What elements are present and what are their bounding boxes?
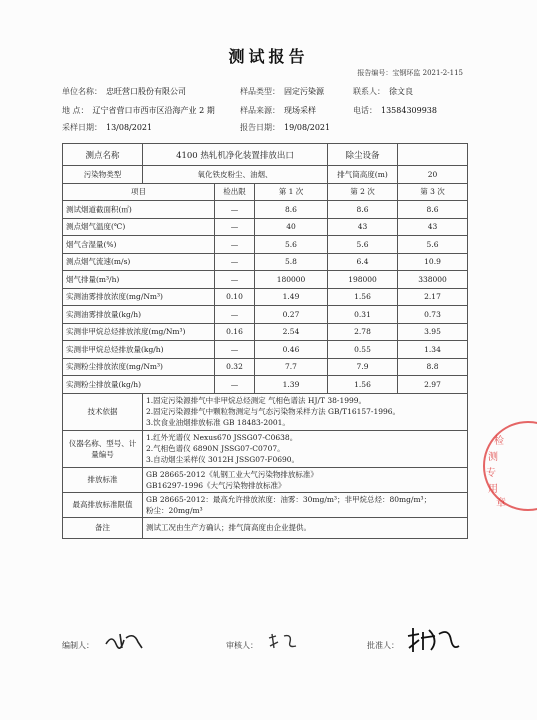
basis-content xyxy=(143,393,468,430)
row-limit: 0.32 xyxy=(215,358,255,376)
point-name-value: 4100 热轧机净化装置排放出口 xyxy=(143,144,328,166)
max-limit-row xyxy=(63,492,468,517)
row-run3: 0.73 xyxy=(398,306,468,324)
row-run2: 43 xyxy=(328,218,398,236)
row-run2: 6.4 xyxy=(328,253,398,271)
row-item: 实测油雾排放量(kg/h) xyxy=(63,306,215,324)
reviewer-label: 审核人： xyxy=(226,641,258,650)
meta-contact: 联系人： 徐文良 xyxy=(353,87,413,96)
row-run3: 1.34 xyxy=(398,341,468,359)
row-run1: 5.8 xyxy=(255,253,328,271)
stack-height-label: 排气筒高度(m) xyxy=(328,166,398,184)
column-header-row xyxy=(63,183,468,201)
row-limit: — xyxy=(215,376,255,394)
row-item: 实测粉尘排放浓度(mg/Nm³) xyxy=(63,358,215,376)
row-item: 实测粉尘排放量(kg/h) xyxy=(63,376,215,394)
row-item: 烟气排量(m³/h) xyxy=(63,271,215,289)
basis-label: 技术依据 xyxy=(63,393,143,430)
row-run3: 5.6 xyxy=(398,236,468,254)
svg-text:用: 用 xyxy=(488,484,498,495)
svg-text:专: 专 xyxy=(486,468,496,479)
row-run2: 5.6 xyxy=(328,236,398,254)
remark-label: 备注 xyxy=(63,517,143,538)
row-run3: 8.6 xyxy=(398,201,468,219)
row-run1: 1.39 xyxy=(255,376,328,394)
basis-line: 2.固定污染源排气中颗粒物测定与气态污染物采样方法 GB/T16157-1996。 xyxy=(146,407,401,416)
editor-signature xyxy=(104,630,146,657)
row-run2: 0.31 xyxy=(328,306,398,324)
instrument-label: 仪器名称、型号、计量编号 xyxy=(63,430,143,467)
row-limit: — xyxy=(215,271,255,289)
row-run1: 1.49 xyxy=(255,288,328,306)
row-run1: 40 xyxy=(255,218,328,236)
data-rows xyxy=(63,201,468,394)
max-limit-line: GB 28665-2012：最高允许排放浓度：油雾：30mg/m³；非甲烷总烃：80mg/m³； xyxy=(146,494,432,504)
basis-line: 3.饮食业油烟排放标准 GB 18483-2001。 xyxy=(146,418,290,427)
approver-signature-mark xyxy=(405,626,461,654)
reviewer-signature xyxy=(266,630,302,657)
instrument-row xyxy=(63,430,468,467)
standard-line: GB16297-1996《大气污染物排放标准》 xyxy=(146,480,286,490)
pollutant-value: 氧化铁皮粉尘、油烟、 xyxy=(143,166,328,184)
col-header-limit: 检出限 xyxy=(215,183,255,201)
standard-line: GB 28665-2012《轧钢工业大气污染物排放标准》 xyxy=(146,469,318,479)
svg-text:测: 测 xyxy=(488,452,498,463)
report-number: 报告编号：宝钢环监 2021-2-115 xyxy=(357,69,463,77)
table-row xyxy=(63,306,468,324)
remark-value: 测试工况由生产方确认；排气筒高度由企业提供。 xyxy=(143,517,468,538)
instrument-line: 2.气相色谱仪 6890N JSSG07-C0707。 xyxy=(146,444,285,453)
max-limit-content xyxy=(143,492,468,517)
svg-text:检: 检 xyxy=(494,436,504,447)
row-run1: 0.46 xyxy=(255,341,328,359)
row-limit: — xyxy=(215,306,255,324)
max-limit-label: 最高排放标准限值 xyxy=(63,492,143,517)
standard-row xyxy=(63,467,468,492)
test-results-table xyxy=(62,143,468,539)
row-run2: 1.56 xyxy=(328,376,398,394)
row-item: 烟气含湿量(%) xyxy=(63,236,215,254)
row-run2: 2.78 xyxy=(328,323,398,341)
point-name-label: 测点名称 xyxy=(63,144,143,166)
row-run1: 0.27 xyxy=(255,306,328,324)
basis-row xyxy=(63,393,468,430)
device-label: 除尘设备 xyxy=(328,144,398,166)
editor-signature-mark xyxy=(104,630,146,652)
pollutant-row xyxy=(63,166,468,184)
row-item: 实测油雾排放浓度(mg/Nm³) xyxy=(63,288,215,306)
point-name-row xyxy=(63,144,468,166)
col-header-item: 项目 xyxy=(63,183,215,201)
basis-line: 1.固定污染源排气中非甲烷总烃测定 气相色谱法 HJ/T 38-1999。 xyxy=(146,396,367,405)
table-row xyxy=(63,323,468,341)
table-row xyxy=(63,253,468,271)
row-run2: 0.55 xyxy=(328,341,398,359)
row-run2: 1.56 xyxy=(328,288,398,306)
row-run3: 8.8 xyxy=(398,358,468,376)
official-stamp xyxy=(478,418,537,514)
row-item: 测试烟道截面积(㎡) xyxy=(63,201,215,219)
row-limit: 0.10 xyxy=(215,288,255,306)
table-row xyxy=(63,358,468,376)
approver-label: 批准人： xyxy=(367,641,399,650)
meta-unit: 单位名称： 忠旺营口股份有限公司 xyxy=(62,87,186,96)
instrument-line: 1.红外光谱仪 Nexus670 JSSG07-C0638。 xyxy=(146,433,298,442)
row-run1: 7.7 xyxy=(255,358,328,376)
row-item: 测点烟气流速(m/s) xyxy=(63,253,215,271)
row-item: 实测非甲烷总烃排放浓度(mg/Nm³) xyxy=(63,323,215,341)
reviewer-signature-mark xyxy=(266,630,302,652)
row-item: 测点烟气温度(℃) xyxy=(63,218,215,236)
row-run3: 2.17 xyxy=(398,288,468,306)
row-run1: 8.6 xyxy=(255,201,328,219)
table-row xyxy=(63,376,468,394)
col-header-run3: 第 3 次 xyxy=(398,183,468,201)
row-limit: — xyxy=(215,341,255,359)
standard-content xyxy=(143,467,468,492)
row-run2: 8.6 xyxy=(328,201,398,219)
meta-report-date: 报告日期： 19/08/2021 xyxy=(240,123,331,132)
row-run3: 3.95 xyxy=(398,323,468,341)
row-limit: — xyxy=(215,236,255,254)
svg-text:章: 章 xyxy=(496,498,506,509)
row-limit: — xyxy=(215,253,255,271)
report-title: 测试报告 xyxy=(228,47,309,66)
meta-source: 样品来源： 现场采样 xyxy=(240,106,316,115)
table-row xyxy=(63,218,468,236)
table-row xyxy=(63,201,468,219)
row-run2: 7.9 xyxy=(328,358,398,376)
row-run1: 2.54 xyxy=(255,323,328,341)
standard-label: 排放标准 xyxy=(63,467,143,492)
row-run3: 338000 xyxy=(398,271,468,289)
row-limit: 0.16 xyxy=(215,323,255,341)
instrument-content xyxy=(143,430,468,467)
meta-sampling-date: 采样日期： 13/08/2021 xyxy=(62,123,153,132)
row-run2: 198000 xyxy=(328,271,398,289)
row-item: 实测非甲烷总烃排放量(kg/h) xyxy=(63,341,215,359)
approver-signature xyxy=(405,626,461,659)
device-value xyxy=(398,144,468,166)
table-row xyxy=(63,341,468,359)
max-limit-line: 粉尘：20mg/m³ xyxy=(146,505,203,515)
editor-label: 编制人： xyxy=(62,641,94,650)
meta-sample-type: 样品类型： 固定污染源 xyxy=(240,87,324,96)
pollutant-label: 污染物类型 xyxy=(63,166,143,184)
table-row xyxy=(63,271,468,289)
remark-row xyxy=(63,517,468,538)
col-header-run2: 第 2 次 xyxy=(328,183,398,201)
meta-phone: 电话： 13584309938 xyxy=(353,106,437,115)
row-run3: 10.9 xyxy=(398,253,468,271)
table-row xyxy=(63,288,468,306)
row-run1: 180000 xyxy=(255,271,328,289)
row-limit: — xyxy=(215,218,255,236)
row-limit: — xyxy=(215,201,255,219)
table-row xyxy=(63,236,468,254)
row-run3: 43 xyxy=(398,218,468,236)
row-run3: 2.97 xyxy=(398,376,468,394)
instrument-line: 3.自动烟尘采样仪 3012H JSSG07-F0690。 xyxy=(146,455,300,464)
stack-height-value: 20 xyxy=(398,166,468,184)
meta-address: 地 点： 辽宁省营口市西市区沿海产业 2 期 xyxy=(62,106,215,115)
col-header-run1: 第 1 次 xyxy=(255,183,328,201)
row-run1: 5.6 xyxy=(255,236,328,254)
